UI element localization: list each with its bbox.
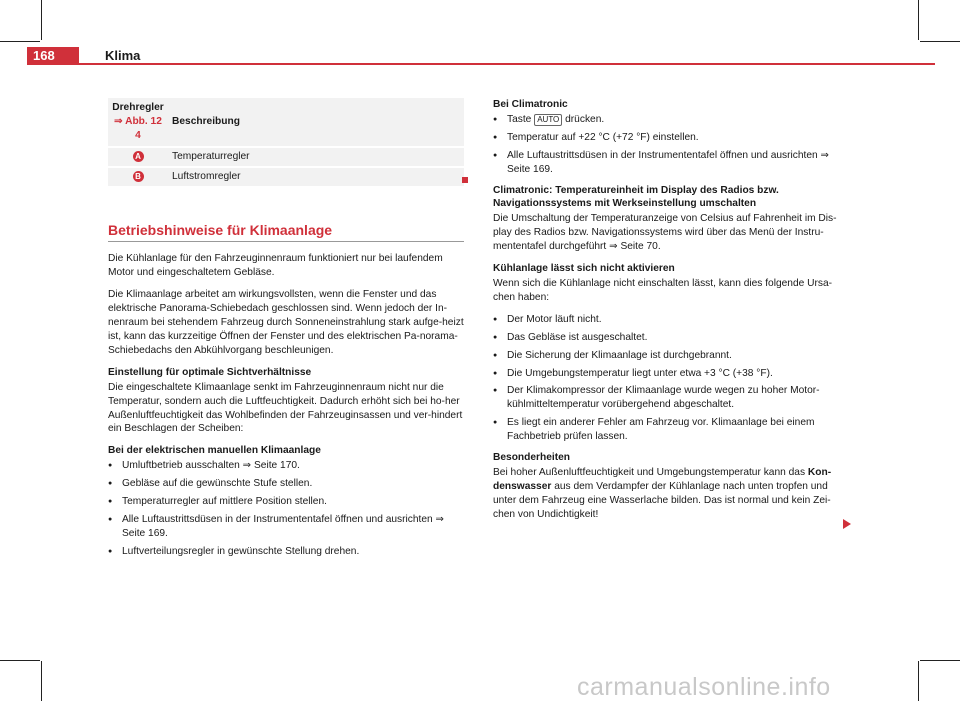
right-column [493,98,849,530]
subheading: Besonderheiten [493,452,570,464]
subheading: Climatronic: Temperatureinheit im Display des Radios bzw. Navigationssystems mit Werkseinstellung umschalten [493,184,779,210]
paragraph: Wenn sich die Kühlanlage nicht einschalten lässt, kann dies folgende Ursa-chen haben: [493,277,833,303]
figure-link-suffix[interactable]: 4 [135,129,141,141]
table-header-label: Drehregler [112,102,164,113]
table-header-control [108,98,168,147]
list-item: ● Es liegt ein anderer Fehler am Fahrzeug vor. Klimaanlage bei einem Fachbetrieb prüfen lassen. [493,416,849,444]
list-item: ● Gebläse auf die gewünschte Stufe stellen. [108,477,464,491]
list-item-text: drücken. [565,113,605,125]
section-end-marker [462,177,468,183]
table-cell: Temperaturregler [168,147,464,167]
list-item: ● Umluftbetrieb ausschalten ⇒ Seite 170. [108,459,464,473]
crop-mark [918,0,919,40]
callout-b-badge: B [133,171,144,182]
crop-mark [920,41,960,42]
crop-mark [918,661,919,701]
paragraph: Die Umschaltung der Temperaturanzeige von Celsius auf Fahrenheit im Dis-play des Radios bzw. Navigationssystems wird über das Menü der Instru-mententafel durchgeführt ⇒ Seite 70. [493,213,837,253]
page-number: 168 [27,47,79,65]
paragraph: Die Klimaanlage arbeitet am wirkungsvollsten, wenn die Fenster und das elektrische Panorama-Schiebedach geschlossen sind. Wenn jedoch der In-nenraum bei stehendem Fahrzeug durch Sonneneinstrahlung stark aufge-heizt ist, kann das kurzzeitige Öffnen der Fenster und des elektrischen Pa-norama-Schiebedachs den Abkühlvorgang beschleunigen. [108,289,464,356]
control-table [108,98,464,186]
list-item [493,113,849,127]
bullet-list [493,313,849,444]
table-cell: Luftstromregler [168,167,464,186]
header-rule [27,63,935,65]
list-item: ● Die Sicherung der Klimaanlage ist durchgebrannt. [493,349,849,363]
bullet-list [108,459,464,558]
paragraph: Die Kühlanlage für den Fahrzeuginnenraum funktioniert nur bei laufendem Motor und eingeschaltetem Gebläse. [108,253,443,279]
crop-mark [0,41,40,42]
crop-mark [920,660,960,661]
table-header-description: Beschreibung [168,98,464,147]
list-item: ● Alle Luftaustrittsdüsen in der Instrumententafel öffnen und ausrichten ⇒ Seite 169. [108,513,464,541]
list-item: ● Luftverteilungsregler in gewünschte Stellung drehen. [108,545,464,559]
subheading: Bei Climatronic [493,99,568,110]
chapter-title: Klima [105,48,141,63]
list-item: ● Der Klimakompressor der Klimaanlage wurde wegen zu hoher Motor-kühlmitteltemperatur vorübergehend abgeschaltet. [493,384,849,412]
paragraph-text: aus dem Verdampfer der Kühlanlage nach unten tropfen und unter dem Fahrzeug eine Wasserlache bilden. Das ist normal und kein Zei-chen von Undichtigkeit! [493,480,831,520]
continue-arrow-icon [843,519,851,529]
section-heading: Betriebshinweise für Klimaanlage [108,224,464,243]
crop-mark [41,661,42,701]
list-item: ● Die Umgebungstemperatur liegt unter etwa +3 °C (+38 °F). [493,367,849,381]
crop-mark [41,0,42,40]
list-item-text: Taste [507,113,532,125]
table-row [108,167,464,186]
list-item: ● Der Motor läuft nicht. [493,313,849,327]
callout-a-badge: A [133,151,144,162]
crop-mark [0,660,40,661]
page-header [27,47,935,65]
subheading: Bei der elektrischen manuellen Klimaanlage [108,445,321,457]
figure-link[interactable]: ⇒ Abb. 12 [114,115,162,127]
subheading: Einstellung für optimale Sichtverhältnisse [108,366,312,378]
list-item: ● Temperatur auf +22 °C (+72 °F) einstellen. [493,131,849,145]
paragraph-text: Bei hoher Außenluftfeuchtigkeit und Umgebungstemperatur kann das [493,466,806,478]
watermark: carmanualsonline.info [577,673,831,701]
paragraph: Die eingeschaltete Klimaanlage senkt im Fahrzeuginnenraum nicht nur die Temperatur, sondern auch die Luftfeuchtigkeit. Dadurch erhöht sich bei ho-her Außenluftfeuchtigkeit das Wohlbefinden der Fahrzeuginsassen und ver-hindert ein Beschlagen der Scheiben: [108,381,463,435]
left-column [108,98,464,566]
list-item: ● Alle Luftaustrittsdüsen in der Instrumententafel öffnen und ausrichten ⇒ Seite 169. [493,149,849,177]
list-item: ● Das Gebläse ist ausgeschaltet. [493,331,849,345]
table-row [108,147,464,167]
paragraph [493,466,849,522]
paragraph-emphasis: Kon-denswasser [493,466,832,492]
auto-key-icon: AUTO [534,114,562,126]
subheading: Kühlanlage lässt sich nicht aktivieren [493,263,675,275]
list-item: ● Temperaturregler auf mittlere Position stellen. [108,495,464,509]
bullet-list [493,113,849,177]
